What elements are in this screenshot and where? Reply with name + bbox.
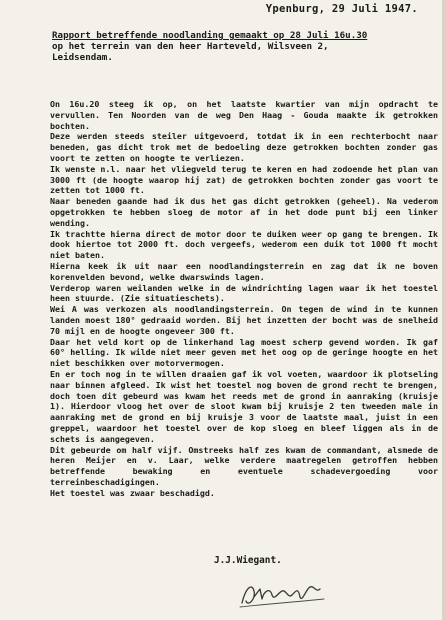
report-subject — [52, 30, 432, 63]
report-body — [50, 99, 438, 498]
paragraph: Ik wenste n.l. naar het vliegveld terug te keren en had zodoende het plan van 3000 ft (de hoogte waarop hij zat) de getrokken bochten zonder gas voort te zetten tot 1000 ft. — [50, 163, 438, 196]
handwritten-signature — [236, 577, 328, 611]
paragraph: Verderop waren weilanden welke in de windrichting lagen waar ik het toestel heen stuurde. (Zie situatieschets). — [50, 282, 438, 304]
subject-line: Leidsendam. — [52, 52, 113, 63]
paper-edge — [442, 0, 446, 620]
document-date: Ypenburg, 29 Juli 1947. — [265, 3, 418, 15]
subject-line: Rapport betreffende noodlanding gemaakt op 28 Juli 16u.30 — [52, 30, 368, 41]
paragraph: Naar beneden gaande had ik dus het gas dicht getrokken (geheel). Na vederom opgetrokken te hebben sloeg de motor af in het dode punt bij een linker wending. — [50, 196, 438, 228]
signature-scribble — [236, 577, 328, 611]
paragraph: Deze werden steeds steiler uitgevoerd, totdat ik in een rechterbocht naar beneden, gas dicht trok met de bedoeling deze getrokken bochten zonder gas voort te zetten on hoogte te verliezen. — [50, 131, 438, 163]
paragraph: Hierna keek ik uit naar een noodlandingsterrein en zag dat ik ne boven korenvelden bevond, welke dwarswinds lagen. — [50, 260, 438, 282]
paragraph: On 16u.20 steeg ik op, on het laatste kwartier van mijn opdracht te vervullen. Ten Noorden van de weg Den Haag - Gouda maakte ik getrokken bochten. — [50, 99, 438, 131]
signatory-name: J.J.Wiegant. — [214, 555, 282, 566]
paragraph: Het toestel was zwaar beschadigd. — [50, 487, 215, 498]
paragraph: Daar het veld kort op de linkerhand lag moest scherp gevend worden. Ik gaf 60° helling. Ik wilde niet meer geven met het oog op de geringe hoogte en het niet beschikken over motorvermogen. — [50, 336, 438, 369]
paragraph: Dit gebeurde om half vijf. Omstreeks half zes kwam de commandant, alsmede de heren Meijer en v. Laar, welke verdere maatregelen getroffen hebben betreffende bewaking en eventuele schadevergoeding voor terreinbeschadigingen. — [50, 444, 438, 487]
subject-line: op het terrein van den heer Harteveld, Wilsveen 2, — [52, 41, 329, 52]
paragraph: Wei A was verkozen als noodlandingsterrein. On tegen de wind in te kunnen landen moest 180° gedraaid worden. Bij het inzetten der bocht was de snelheid 70 mijl en de hoogte ongeveer 300 ft. — [50, 304, 438, 336]
paragraph: Ik trachtte hierna direct de motor door te duiken weer op gang te brengen. Ik dook hiertoe tot 2000 ft. doch vergeefs, wederom een duik tot 1000 ft mocht niet baten. — [50, 228, 438, 261]
paragraph: En er toch nog in te willen draaien gaf ik vol voeten, waardoor ik plotseling naar binnen afgleed. Ik wist het toestel nog boven de grond recht te brengen, doch toen dit gebeurd was kwam het reeds met de grond in aanraking (kruisje 1). Hierdoor vloog het over de sloot kwam bij kruisje 2 ten tweeden male in aanraking met de grond en bij kruisje 3 voor de laatste maal, juist in een greppel, waardoor het toestel over de kop sloeg en bleef liggen als in de schets is aangegeven. — [50, 368, 438, 444]
